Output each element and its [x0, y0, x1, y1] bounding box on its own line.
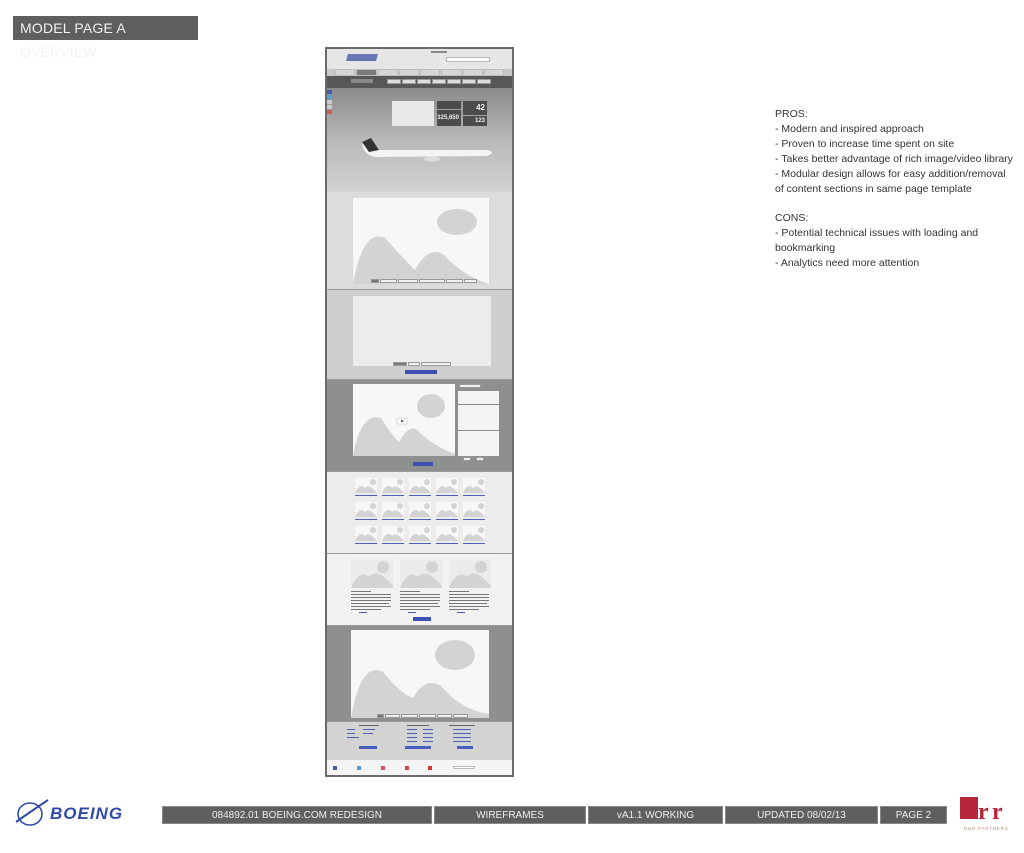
tab[interactable]	[401, 714, 418, 718]
gallery-filter	[459, 384, 481, 388]
tab[interactable]	[437, 714, 452, 718]
video-tabs	[393, 362, 451, 366]
carousel-tabs	[377, 714, 468, 718]
footer-link-columns[interactable]	[347, 724, 497, 760]
nav-item-environment[interactable]	[441, 69, 461, 76]
nav-item-about[interactable]	[484, 69, 504, 76]
page-title: MODEL PAGE A OVERVIEW	[13, 16, 198, 40]
subnav-chip[interactable]	[417, 79, 431, 84]
nav-item-history[interactable]	[463, 69, 483, 76]
video-placeholder[interactable]	[353, 296, 491, 366]
tab[interactable]	[464, 279, 477, 283]
nav-item-space[interactable]	[399, 69, 419, 76]
boeing-logo-small[interactable]	[346, 54, 378, 61]
gallery-main-image[interactable]	[353, 384, 455, 456]
boeing-logo	[14, 796, 156, 832]
stat-flight-hours	[437, 101, 461, 109]
subnav-title	[351, 79, 373, 83]
tab[interactable]	[377, 714, 384, 718]
articles-section	[327, 554, 512, 626]
next-button[interactable]	[476, 457, 484, 461]
share-bar	[327, 90, 332, 122]
product-subnav	[327, 76, 512, 88]
subnav-chip[interactable]	[462, 79, 476, 84]
cons-item: - Potential technical issues with loading and bookmarking	[775, 227, 982, 254]
project-label: 084892.01 BOEING.COM REDESIGN	[162, 806, 432, 824]
twitter-icon[interactable]	[327, 95, 332, 99]
pros-item: - Takes better advantage of rich image/video library	[775, 153, 1013, 165]
image-placeholder	[353, 198, 489, 284]
prev-button[interactable]	[463, 457, 471, 461]
newsletter-email-input[interactable]	[453, 766, 475, 769]
cta-button[interactable]	[405, 370, 437, 374]
cons-heading: CONS:	[775, 212, 809, 224]
updated-label: UPDATED 08/02/13	[725, 806, 878, 824]
svg-text:r: r	[992, 799, 1003, 825]
wireframe-page	[325, 47, 514, 777]
subnav-chip[interactable]	[447, 79, 461, 84]
gallery-thumb[interactable]	[477, 417, 499, 430]
facebook-icon[interactable]	[333, 766, 337, 770]
nav-item-innovation[interactable]	[335, 69, 355, 76]
svg-text:r: r	[978, 799, 989, 825]
nav-item-commercial[interactable]	[356, 69, 376, 76]
tab[interactable]	[419, 714, 436, 718]
youtube-icon[interactable]	[327, 110, 332, 114]
tab[interactable]	[408, 362, 420, 366]
filter[interactable]	[459, 384, 481, 388]
links-footer	[327, 722, 512, 777]
boeing-wordmark: BOEING	[50, 804, 124, 823]
rr-partners-logo	[958, 795, 1010, 833]
flickr-icon[interactable]	[405, 766, 409, 770]
search-input[interactable]	[446, 57, 490, 62]
facebook-icon[interactable]	[327, 90, 332, 94]
view-all-button[interactable]	[413, 462, 433, 466]
youtube-icon[interactable]	[381, 766, 385, 770]
stat-value: 123	[463, 116, 487, 126]
hero-text-box	[392, 101, 434, 126]
utility-links[interactable]	[431, 51, 447, 53]
tab[interactable]	[380, 279, 397, 283]
article-cards	[351, 559, 495, 615]
more-articles-button[interactable]	[413, 617, 431, 621]
site-header	[327, 49, 512, 69]
gallery-pager	[463, 457, 484, 461]
carousel-image	[351, 630, 489, 718]
email-icon[interactable]	[327, 105, 332, 109]
tab[interactable]	[398, 279, 418, 283]
gallery-thumb[interactable]	[477, 443, 499, 456]
image-grid-section	[327, 472, 512, 554]
stat-value: 325,650	[437, 110, 461, 126]
image-grid[interactable]	[355, 478, 491, 548]
pros-heading: PROS:	[775, 108, 808, 120]
airplane-image	[357, 136, 497, 162]
feature-image-section	[327, 192, 512, 290]
notes-panel	[775, 107, 1015, 271]
tab[interactable]	[446, 279, 463, 283]
hero-section	[327, 88, 512, 192]
stat-value: 42	[463, 101, 487, 115]
video-module-section	[327, 290, 512, 380]
share-icon[interactable]	[327, 100, 332, 104]
svg-text:R&R PARTNERS: R&R PARTNERS	[964, 826, 1009, 831]
version-label: vA1.1 WORKING	[588, 806, 723, 824]
feature-tabs	[371, 279, 477, 283]
pros-item: - Modern and inspired approach	[775, 123, 924, 135]
social-bar	[327, 760, 512, 777]
pros-item: - Modular design allows for easy addition/removal of content sections in same page template	[775, 168, 1009, 195]
carousel-section	[327, 626, 512, 722]
gallery-section	[327, 380, 512, 472]
tab[interactable]	[371, 279, 379, 283]
tab[interactable]	[393, 362, 407, 366]
cons-item: - Analytics need more attention	[775, 257, 920, 269]
pros-item: - Proven to increase time spent on site	[775, 138, 955, 150]
tab[interactable]	[385, 714, 400, 718]
pinterest-icon[interactable]	[428, 766, 432, 770]
subnav-chip[interactable]	[387, 79, 401, 84]
main-nav	[327, 69, 512, 76]
gallery-thumb[interactable]	[477, 391, 499, 404]
nav-item-community[interactable]	[420, 69, 440, 76]
nav-item-defense[interactable]	[378, 69, 398, 76]
tab[interactable]	[421, 362, 451, 366]
twitter-icon[interactable]	[357, 766, 361, 770]
subnav-chip[interactable]	[432, 79, 446, 84]
page-number: PAGE 2	[880, 806, 947, 824]
tab[interactable]	[419, 279, 445, 283]
subnav-chip[interactable]	[402, 79, 416, 84]
subnav-chip[interactable]	[477, 79, 491, 84]
tab[interactable]	[453, 714, 468, 718]
doc-type-label: WIREFRAMES	[434, 806, 586, 824]
